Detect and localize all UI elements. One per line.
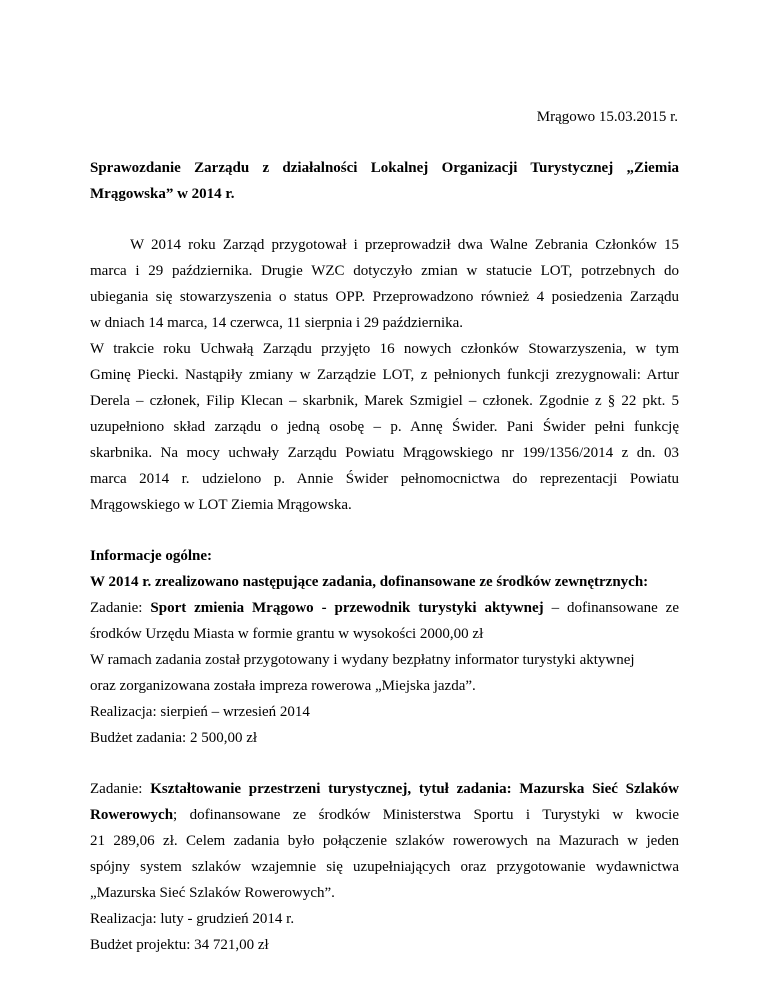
intro-line-1: W 2014 roku Zarząd przygotował i przeprowadził dwa Walne Zebrania Członków 15 (130, 237, 679, 253)
task2-line-3: 21 289,06 zł. Celem zadania było połączenie szlaków rowerowych na Mazurach w jeden (90, 833, 679, 849)
intro-line-5: W trakcie roku Uchwałą Zarządu przyjęto 16 nowych członków Stowarzyszenia, w tym (90, 341, 679, 357)
task1-budget: Budżet zadania: 2 500,00 zł (90, 730, 258, 746)
task1-line-1: Zadanie: Sport zmienia Mrągowo - przewodnik turystyki aktywnej – dofinansowane ze (90, 600, 679, 616)
general-subheading: W 2014 r. zrealizowano następujące zadania, dofinansowane ze środków zewnętrznych: (90, 574, 649, 590)
intro-line-4: w dniach 14 marca, 14 czerwca, 11 sierpnia i 29 października. (90, 315, 464, 331)
task1-line-2: środków Urzędu Miasta w formie grantu w wysokości 2000,00 zł (90, 626, 484, 642)
intro-line-6: Gminę Piecki. Nastąpiły zmiany w Zarządzie LOT, z pełnionych funkcji zrezygnowali: Artur (90, 367, 679, 383)
intro-line-8: uzupełniono skład zarządu o jedną osobę – p. Annę Świder. Pani Świder pełni funkcję (90, 419, 679, 435)
task1-realization: Realizacja: sierpień – wrzesień 2014 (90, 704, 310, 720)
intro-line-10: marca 2014 r. udzielono p. Annie Świder pełnomocnictwa do reprezentacji Powiatu (90, 471, 679, 487)
task2-line-4: spójny system szlaków wzajemnie się uzupełniających oraz przygotowanie wydawnictwa (90, 859, 679, 875)
task2-name: Kształtowanie przestrzeni turystycznej, tytuł zadania: Mazurska Sieć Szlaków (150, 781, 679, 797)
task2-line-1: Zadanie: Kształtowanie przestrzeni turystycznej, tytuł zadania: Mazurska Sieć Szlaków (90, 781, 679, 797)
intro-line-2: marca i 29 października. Drugie WZC dotyczyło zmian w statucie LOT, potrzebnych do (90, 263, 679, 279)
task2-line-5: „Mazurska Sieć Szlaków Rowerowych”. (90, 885, 335, 901)
task1-line-4: oraz zorganizowana została impreza rowerowa „Miejska jazda”. (90, 678, 476, 694)
task1-name: Sport zmienia Mrągowo - przewodnik turystyki aktywnej (150, 600, 544, 616)
task1-line-3: W ramach zadania został przygotowany i wydany bezpłatny informator turystyki aktywnej (90, 652, 635, 668)
task2-realization: Realizacja: luty - grudzień 2014 r. (90, 911, 295, 927)
intro-line-3: ubiegania się stowarzyszenia o status OPP. Przeprowadzono również 4 posiedzenia Zarządu (90, 289, 679, 305)
general-heading: Informacje ogólne: (90, 548, 213, 564)
intro-line-11: Mrągowskiego w LOT Ziemia Mrągowska. (90, 497, 352, 513)
task2-line-2: Rowerowych; dofinansowane ze środków Ministerstwa Sportu i Turystyki w kwocie (90, 807, 679, 823)
intro-line-9: skarbnika. Na mocy uchwały Zarządu Powiatu Mrągowskiego nr 199/1356/2014 z dn. 03 (90, 445, 679, 461)
report-title-line-1: Sprawozdanie Zarządu z działalności Lokalnej Organizacji Turystycznej „Ziemia (90, 160, 679, 176)
task2-budget: Budżet projektu: 34 721,00 zł (90, 937, 269, 953)
document-date: Mrągowo 15.03.2015 r. (536, 109, 678, 125)
intro-line-7: Derela – członek, Filip Klecan – skarbnik, Marek Szmigiel – członek. Zgodnie z § 22 pkt. 5 (90, 393, 679, 409)
report-title-line-2: Mrągowska” w 2014 r. (90, 186, 235, 202)
